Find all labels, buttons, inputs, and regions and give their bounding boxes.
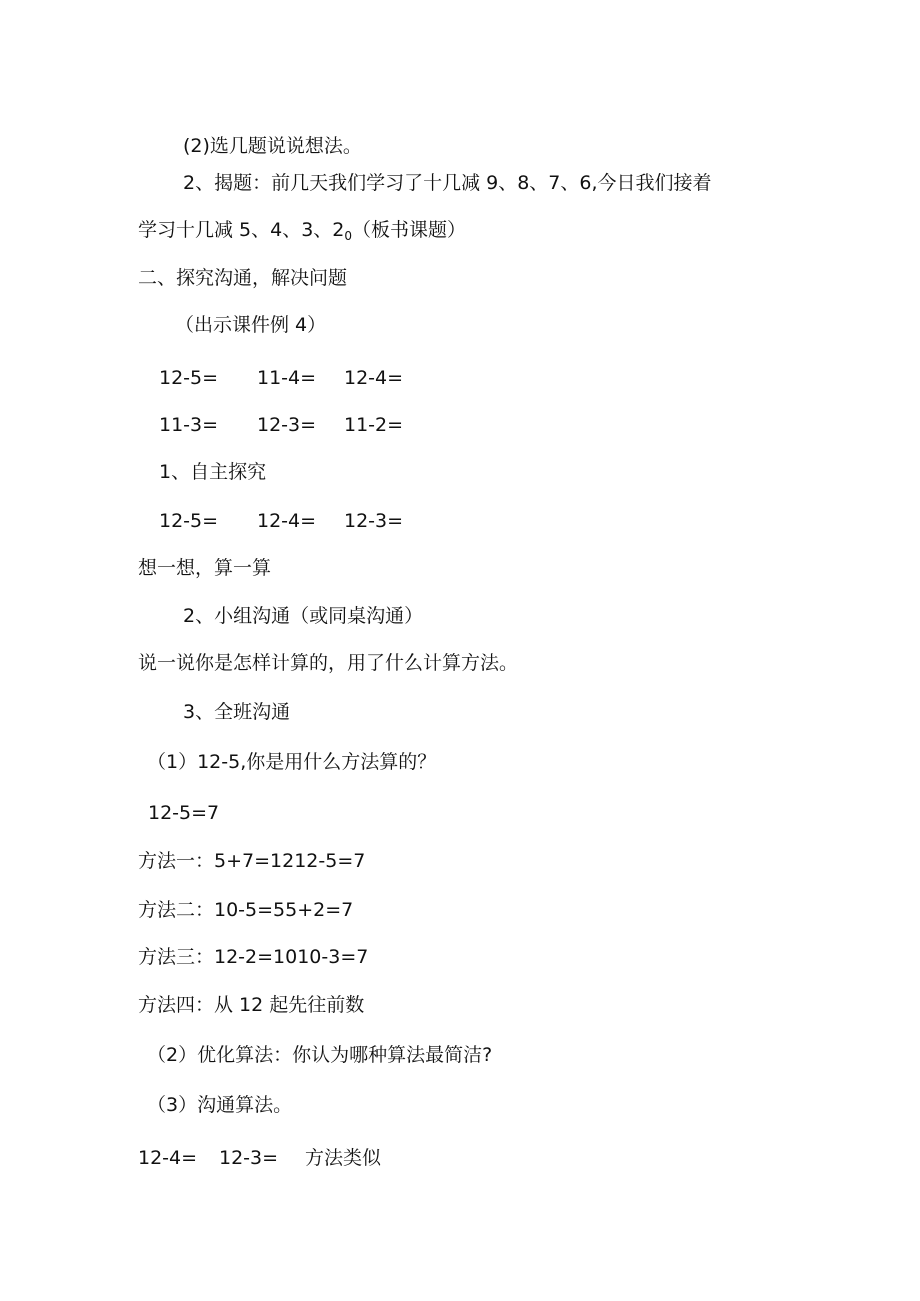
last-row-eq: 12-3= (219, 1147, 279, 1169)
example-eq: 12-5= (159, 367, 219, 389)
step-1-eq: 12-4= (257, 510, 317, 532)
intro-line-3-subscript: 0 (344, 229, 353, 243)
method-line: 方法四：从 12 起先往前数 (138, 994, 365, 1016)
example-eq: 11-2= (344, 414, 404, 436)
method-line: 方法三：12-2=1010-3=7 (138, 946, 369, 968)
intro-line-3-tail: （板书课题） (352, 219, 467, 241)
intro-line-3 (138, 218, 466, 248)
step-2-text: 说一说你是怎样计算的，用了什么计算方法。 (138, 652, 519, 674)
question-1: （1）12-5,你是用什么方法算的？ (147, 751, 437, 773)
example-eq: 12-3= (257, 414, 317, 436)
answer-line: 12-5=7 (148, 802, 220, 824)
intro-line-3-main: 学习十几减 5、4、3、2 (138, 219, 345, 241)
intro-line-2: 2、揭题：前几天我们学习了十几减 9、8、7、6,今日我们接着 (183, 172, 712, 194)
section-2-title: 二、探究沟通，解决问题 (138, 267, 348, 289)
last-row-note: 方法类似 (305, 1147, 382, 1169)
step-2-heading: 2、小组沟通（或同桌沟通） (183, 605, 424, 627)
think-line: 想一想，算一算 (138, 557, 272, 579)
step-1-heading: 1、自主探究 (159, 461, 267, 483)
last-row-eq: 12-4= (138, 1147, 198, 1169)
question-3: （3）沟通算法。 (147, 1094, 293, 1116)
courseware-note: （出示课件例 4） (175, 314, 327, 336)
example-eq: 11-4= (257, 367, 317, 389)
method-line: 方法一：5+7=1212-5=7 (138, 850, 366, 872)
method-line: 方法二：10-5=55+2=7 (138, 899, 354, 921)
question-2: （2）优化算法：你认为哪种算法最简洁? (147, 1044, 493, 1066)
example-eq: 11-3= (159, 414, 219, 436)
step-1-eq: 12-5= (159, 510, 219, 532)
example-eq: 12-4= (344, 367, 404, 389)
step-1-eq: 12-3= (344, 510, 404, 532)
intro-line-1: (2)选几题说说想法。 (183, 135, 362, 157)
step-3-heading: 3、全班沟通 (183, 701, 291, 723)
